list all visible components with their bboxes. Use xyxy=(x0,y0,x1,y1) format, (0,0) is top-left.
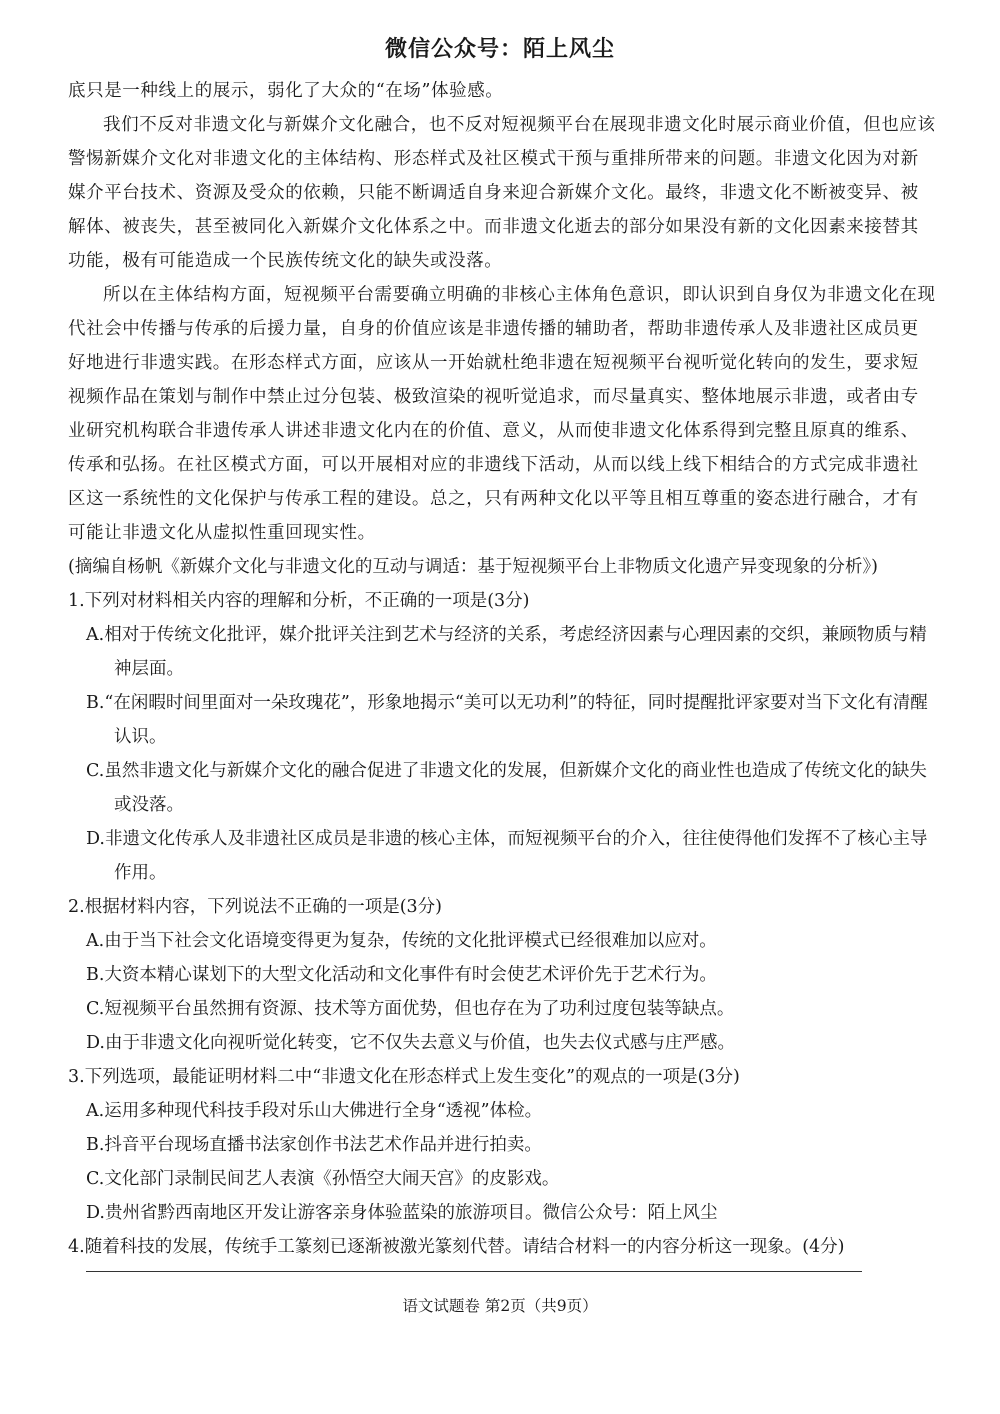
answer-option-b: B.大资本精心谋划下的大型文化活动和文化事件有时会使艺术评价先于艺术行为。 xyxy=(86,965,717,985)
answer-option-c: C.短视频平台虽然拥有资源、技术等方面优势，但也存在为了功利过度包装等缺点。 xyxy=(86,999,735,1019)
question-stem: 3.下列选项，最能证明材料二中“非遗文化在形态样式上发生变化”的观点的一项是(3分) xyxy=(68,1067,740,1087)
answer-option-a: A.相对于传统文化批评，媒介批评关注到艺术与经济的关系，考虑经济因素与心理因素的交织，兼顾物质与精神层面。 xyxy=(86,625,927,679)
answer-option-a: A.运用多种现代科技手段对乐山大佛进行全身“透视”体检。 xyxy=(86,1101,543,1121)
answer-option-a: A.由于当下社会文化语境变得更为复杂，传统的文化批评模式已经很难加以应对。 xyxy=(86,931,717,951)
passage-source: (摘编自杨帆《新媒介文化与非遗文化的互动与调适：基于短视频平台上非物质文化遗产异变现象的分析》) xyxy=(68,557,878,577)
answer-option-d: D.非遗文化传承人及非遗社区成员是非遗的核心主体，而短视频平台的介入，往往使得他们发挥不了核心主导作用。 xyxy=(86,829,928,883)
question-stem: 4.随着科技的发展，传统手工篆刻已逐渐被激光篆刻代替。请结合材料一的内容分析这一现象。(4分) xyxy=(68,1237,845,1257)
question-1 xyxy=(68,584,936,890)
answer-option-b: B.“在闲暇时间里面对一朵玫瑰花”，形象地揭示“美可以无功利”的特征，同时提醒批评家要对当下文化有清醒认识。 xyxy=(86,693,928,747)
answer-option-b: B.抖音平台现场直播书法家创作书法艺术作品并进行拍卖。 xyxy=(86,1135,542,1155)
question-2 xyxy=(68,890,936,1060)
answer-option-c: C.虽然非遗文化与新媒介文化的融合促进了非遗文化的发展，但新媒介文化的商业性也造成了传统文化的缺失或没落。 xyxy=(86,761,927,815)
footer-divider xyxy=(86,1271,862,1272)
passage-paragraph: 所以在主体结构方面，短视频平台需要确立明确的非核心主体角色意识，即认识到自身仅为非遗文化在现代社会中传播与传承的后援力量，自身的价值应该是非遗传播的辅助者，帮助非遗传承人及非遗社区成员更好地进行非遗实践。在形态样式方面，应该从一开始就杜绝非遗在短视频平台视听觉化转向的发生，要求短视频作品在策划与制作中禁止过分包装、极致渲染的视听觉追求，而尽量真实、整体地展示非遗，或者由专业研究机构联合非遗传承人讲述非遗文化内在的价值、意义，从而使非遗文化体系得到完整且原真的维系、传承和弘扬。在社区模式方面，可以开展相对应的非遗线下活动，从而以线上线下相结合的方式完成非遗社区这一系统性的文化保护与传承工程的建设。总之，只有两种文化以平等且相互尊重的姿态进行融合，才有可能让非遗文化从虚拟性重回现实性。 xyxy=(68,285,936,543)
answer-option-d: D.贵州省黔西南地区开发让游客亲身体验蓝染的旅游项目。微信公众号：陌上风尘 xyxy=(86,1203,718,1223)
question-3 xyxy=(68,1060,936,1230)
passage-paragraph: 我们不反对非遗文化与新媒介文化融合，也不反对短视频平台在展现非遗文化时展示商业价值，但也应该警惕新媒介文化对非遗文化的主体结构、形态样式及社区模式干预与重排所带来的问题。非遗文化因为对新媒介平台技术、资源及受众的依赖，只能不断调适自身来迎合新媒介文化。最终，非遗文化不断被变异、被解体、被丧失，甚至被同化入新媒介文化体系之中。而非遗文化逝去的部分如果没有新的文化因素来接替其功能，极有可能造成一个民族传统文化的缺失或没落。 xyxy=(68,115,936,271)
page-header-watermark: 微信公众号：陌上风尘 xyxy=(384,36,615,62)
answer-option-c: C.文化部门录制民间艺人表演《孙悟空大闹天宫》的皮影戏。 xyxy=(86,1169,560,1189)
passage-continuation: 底只是一种线上的展示，弱化了大众的“在场”体验感。 xyxy=(68,81,504,101)
page-footer: 语文试题卷 第2页（共9页） xyxy=(402,1297,598,1315)
question-stem: 1.下列对材料相关内容的理解和分析，不正确的一项是(3分) xyxy=(68,591,530,611)
answer-option-d: D.由于非遗文化向视听觉化转变，它不仅失去意义与价值，也失去仪式感与庄严感。 xyxy=(86,1033,735,1053)
question-stem: 2.根据材料内容，下列说法不正确的一项是(3分) xyxy=(68,897,442,917)
page-content xyxy=(68,74,936,1264)
question-4 xyxy=(68,1230,936,1264)
